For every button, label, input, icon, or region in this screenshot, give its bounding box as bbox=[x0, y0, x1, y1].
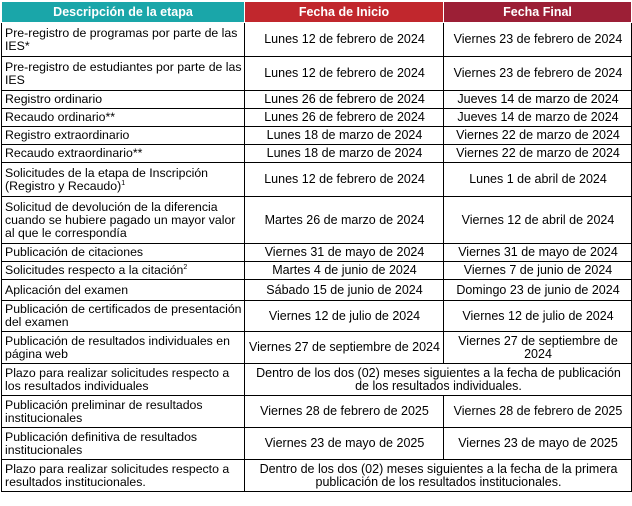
deadline-note: Dentro de los dos (02) meses siguientes a la fecha de publicación de los resultados individuales. bbox=[245, 364, 632, 396]
stage-description bbox=[2, 301, 245, 332]
end-date: Viernes 31 de mayo de 2024 bbox=[444, 244, 632, 262]
stage-description bbox=[2, 396, 245, 428]
stage-description bbox=[2, 428, 245, 460]
end-date: Viernes 7 de junio de 2024 bbox=[444, 262, 632, 280]
table-row bbox=[2, 262, 632, 280]
stage-description bbox=[2, 91, 245, 109]
table-row bbox=[2, 91, 632, 109]
stage-description-text: Solicitudes respecto a la citación bbox=[5, 263, 184, 277]
start-date: Martes 4 de junio de 2024 bbox=[245, 262, 444, 280]
stage-description-text: Publicación definitiva de resultados institucionales bbox=[5, 429, 198, 457]
stage-description bbox=[2, 109, 245, 127]
start-date: Lunes 12 de febrero de 2024 bbox=[245, 23, 444, 57]
stage-description-text: Solicitud de devolución de la diferencia cuando se hubiere pagado un mayor valor al que le correspondía bbox=[5, 199, 236, 240]
footnote-marker: 2 bbox=[183, 263, 188, 271]
stage-description-text: Recaudo extraordinario** bbox=[5, 146, 143, 160]
stage-description-text: Plazo para realizar solicitudes respecto a resultados institucionales. bbox=[5, 461, 230, 489]
end-date: Domingo 23 de junio de 2024 bbox=[444, 280, 632, 301]
end-date: Lunes 1 de abril de 2024 bbox=[444, 163, 632, 197]
end-date: Viernes 12 de abril de 2024 bbox=[444, 197, 632, 244]
footnote-marker: 1 bbox=[121, 179, 126, 187]
table-row bbox=[2, 428, 632, 460]
table-row bbox=[2, 57, 632, 91]
stage-description bbox=[2, 127, 245, 145]
table-row bbox=[2, 280, 632, 301]
start-date: Lunes 18 de marzo de 2024 bbox=[245, 127, 444, 145]
start-date: Martes 26 de marzo de 2024 bbox=[245, 197, 444, 244]
end-date: Viernes 23 de febrero de 2024 bbox=[444, 57, 632, 91]
stage-description bbox=[2, 197, 245, 244]
stage-description bbox=[2, 163, 245, 197]
start-date: Lunes 12 de febrero de 2024 bbox=[245, 57, 444, 91]
stage-description bbox=[2, 280, 245, 301]
table-row bbox=[2, 364, 632, 396]
stage-description-text: Publicación de resultados individuales en página web bbox=[5, 333, 230, 361]
end-date: Jueves 14 de marzo de 2024 bbox=[444, 109, 632, 127]
end-date: Viernes 22 de marzo de 2024 bbox=[444, 145, 632, 163]
stage-description-text: Publicación de citaciones bbox=[5, 245, 144, 259]
stage-description bbox=[2, 145, 245, 163]
stage-description-text: Pre-registro de programas por parte de las IES* bbox=[5, 25, 238, 53]
header-end-date: Fecha Final bbox=[444, 2, 632, 23]
stage-description bbox=[2, 364, 245, 396]
start-date: Lunes 12 de febrero de 2024 bbox=[245, 163, 444, 197]
stage-description bbox=[2, 57, 245, 91]
stage-description-text: Solicitudes de la etapa de Inscripción (Registro y Recaudo) bbox=[5, 165, 209, 193]
start-date: Lunes 26 de febrero de 2024 bbox=[245, 109, 444, 127]
stage-description-text: Registro ordinario bbox=[5, 92, 103, 106]
table-row bbox=[2, 145, 632, 163]
table-row bbox=[2, 23, 632, 57]
table-row bbox=[2, 163, 632, 197]
start-date: Viernes 31 de mayo de 2024 bbox=[245, 244, 444, 262]
header-start-date: Fecha de Inicio bbox=[245, 2, 444, 23]
deadline-note: Dentro de los dos (02) meses siguientes a la fecha de la primera publicación de los resultados institucionales. bbox=[245, 460, 632, 492]
stage-description-text: Recaudo ordinario** bbox=[5, 110, 116, 124]
table-row bbox=[2, 301, 632, 332]
end-date: Viernes 28 de febrero de 2025 bbox=[444, 396, 632, 428]
stage-description bbox=[2, 332, 245, 364]
start-date: Sábado 15 de junio de 2024 bbox=[245, 280, 444, 301]
end-date: Viernes 22 de marzo de 2024 bbox=[444, 127, 632, 145]
table-row bbox=[2, 109, 632, 127]
stage-description-text: Publicación de certificados de presentación del examen bbox=[5, 302, 242, 329]
schedule-table bbox=[1, 1, 632, 492]
stage-description bbox=[2, 460, 245, 492]
table-row bbox=[2, 396, 632, 428]
end-date: Jueves 14 de marzo de 2024 bbox=[444, 91, 632, 109]
stage-description bbox=[2, 262, 245, 280]
stage-description-text: Aplicación del examen bbox=[5, 282, 129, 297]
end-date: Viernes 27 de septiembre de 2024 bbox=[444, 332, 632, 364]
table-row bbox=[2, 197, 632, 244]
end-date: Viernes 12 de julio de 2024 bbox=[444, 301, 632, 332]
table-row bbox=[2, 244, 632, 262]
table-row bbox=[2, 332, 632, 364]
table-row bbox=[2, 460, 632, 492]
start-date: Viernes 23 de mayo de 2025 bbox=[245, 428, 444, 460]
stage-description-text: Publicación preliminar de resultados institucionales bbox=[5, 397, 203, 425]
start-date: Lunes 26 de febrero de 2024 bbox=[245, 91, 444, 109]
start-date: Lunes 18 de marzo de 2024 bbox=[245, 145, 444, 163]
end-date: Viernes 23 de mayo de 2025 bbox=[444, 428, 632, 460]
stage-description-text: Pre-registro de estudiantes por parte de las IES bbox=[5, 59, 242, 87]
start-date: Viernes 12 de julio de 2024 bbox=[245, 301, 444, 332]
stage-description bbox=[2, 23, 245, 57]
table-row bbox=[2, 127, 632, 145]
header-description: Descripción de la etapa bbox=[2, 2, 245, 23]
stage-description-text: Registro extraordinario bbox=[5, 128, 130, 142]
header-row bbox=[2, 2, 632, 23]
stage-description-text: Plazo para realizar solicitudes respecto a los resultados individuales bbox=[5, 365, 230, 393]
end-date: Viernes 23 de febrero de 2024 bbox=[444, 23, 632, 57]
start-date: Viernes 28 de febrero de 2025 bbox=[245, 396, 444, 428]
stage-description bbox=[2, 244, 245, 262]
start-date: Viernes 27 de septiembre de 2024 bbox=[245, 332, 444, 364]
